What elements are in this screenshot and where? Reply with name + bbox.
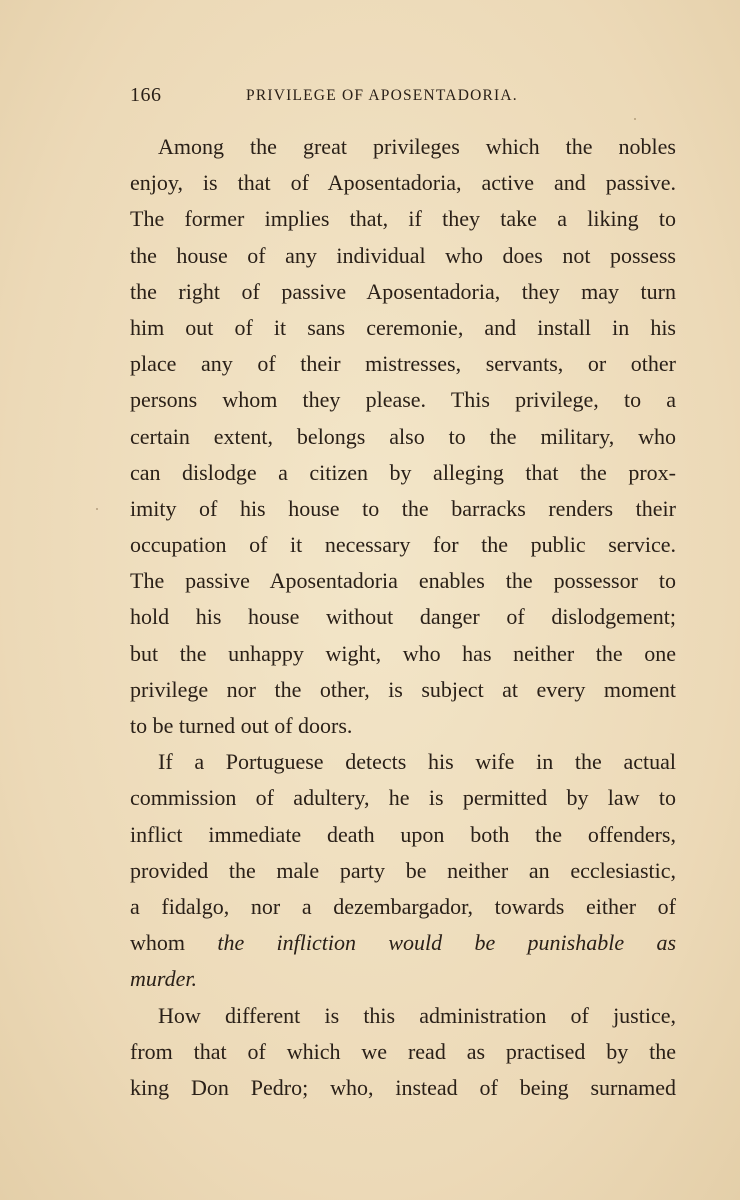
text-line: but the unhappy wight, who has neither the one — [130, 640, 676, 666]
text-line: inflict immediate death upon both the offenders, — [130, 821, 676, 847]
text-line: from that of which we read as practised by the — [130, 1038, 676, 1064]
page-header — [130, 84, 676, 114]
text-line: hold his house without danger of dislodgement; — [130, 604, 676, 630]
text-line: can dislodge a citizen by alleging that the prox- — [130, 459, 676, 485]
text-line: Among the great privileges which the nobles — [158, 134, 676, 159]
text-line: The former implies that, if they take a liking to — [130, 206, 676, 232]
text-line: privilege nor the other, is subject at every moment — [130, 676, 676, 702]
text-line: occupation of it necessary for the public service. — [130, 532, 676, 558]
text-line-mixed — [130, 925, 676, 961]
text-line: persons whom they please. This privilege, to a — [130, 387, 676, 413]
paper-speck — [634, 118, 636, 120]
paper-speck — [96, 508, 98, 510]
text-line: him out of it sans ceremonie, and install in his — [130, 314, 676, 340]
text-segment: whom — [130, 930, 185, 956]
text-line: king Don Pedro; who, instead of being surnamed — [130, 1074, 676, 1100]
text-line: the house of any individual who does not possess — [130, 242, 676, 268]
text-line: a fidalgo, nor a dezembargador, towards either of — [130, 893, 676, 919]
text-line: imity of his house to the barracks renders their — [130, 495, 676, 521]
text-line: If a Portuguese detects his wife in the actual — [158, 749, 676, 775]
text-line: commission of adultery, he is permitted by law to — [130, 785, 676, 811]
text-line: the right of passive Aposentadoria, they may turn — [130, 278, 676, 304]
text-line: provided the male party be neither an ecclesiastic, — [130, 857, 676, 883]
page-number: 166 — [130, 84, 162, 106]
text-line: certain extent, belongs also to the military, who — [130, 423, 676, 449]
text-line: place any of their mistresses, servants, or other — [130, 351, 676, 377]
text-line: murder. — [130, 966, 198, 992]
text-line: enjoy, is that of Aposentadoria, active and passive. — [130, 170, 676, 196]
text-line: How different is this administration of justice, — [158, 1002, 676, 1028]
body-text — [130, 129, 676, 1106]
running-head: PRIVILEGE OF APOSENTADORIA. — [246, 87, 518, 104]
italic-text: the infliction would be punishable as — [217, 930, 676, 956]
text-line: to be turned out of doors. — [130, 713, 353, 738]
text-line: The passive Aposentadoria enables the possessor to — [130, 568, 676, 594]
